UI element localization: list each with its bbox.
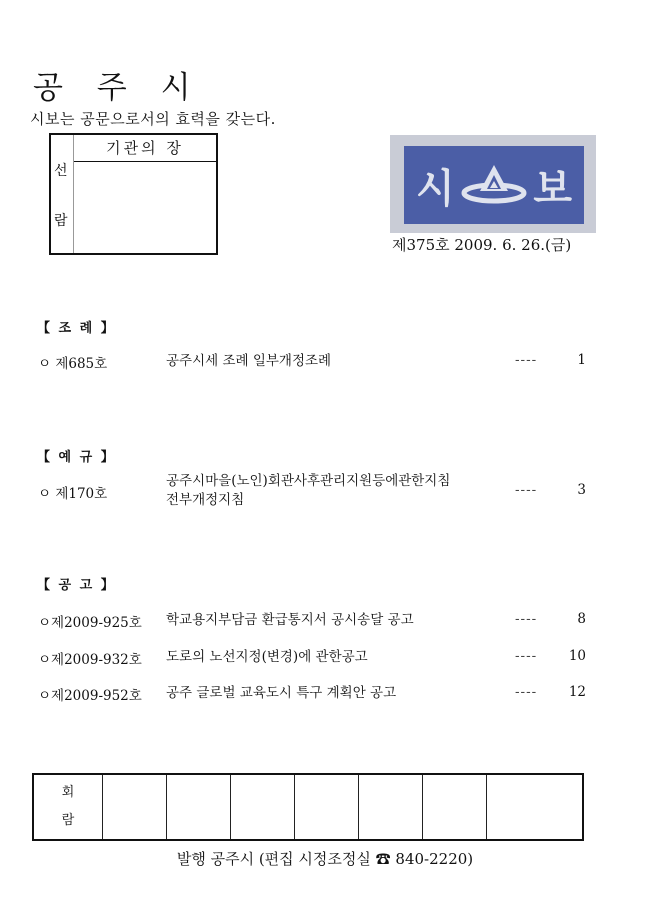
- section-heading-ordinance: 【 조 례 】: [37, 321, 116, 336]
- signature-cell: [231, 774, 295, 840]
- triangle-emblem-icon: [461, 161, 527, 209]
- leader-dots: ----: [515, 352, 538, 368]
- page-number: 10: [568, 648, 586, 664]
- item-title-line2: 전부개정지침: [166, 492, 245, 508]
- item-title: 공주시마을(노인)회관사후관리지원등에관한지침: [166, 473, 451, 489]
- signature-cell: [487, 774, 583, 840]
- page-number: 1: [577, 352, 586, 368]
- page-number: 12: [568, 684, 586, 700]
- page-number: 8: [577, 611, 586, 627]
- signature-cell: [103, 774, 167, 840]
- item-number: ㅇ제2009-932호: [38, 652, 142, 668]
- page-number: 3: [577, 482, 586, 498]
- logo-text-left: 시: [416, 165, 455, 212]
- signature-cell: [359, 774, 423, 840]
- logo-text-right: 보: [533, 165, 572, 212]
- subtitle: 시보는 공문으로서의 효력을 갖는다.: [30, 110, 276, 128]
- seonram-label: 선: [54, 163, 68, 179]
- signature-cell: [295, 774, 359, 840]
- item-number: ㅇ 제685호: [38, 356, 108, 372]
- sibo-logo: [390, 135, 596, 233]
- item-title: 학교용지부담금 환급통지서 공시송달 공고: [166, 612, 414, 628]
- item-number: ㅇ제2009-925호: [38, 615, 142, 631]
- section-heading-notice: 【 공 고 】: [37, 578, 116, 593]
- circulation-table: [32, 773, 584, 841]
- item-title: 공주 글로벌 교육도시 특구 계획안 공고: [166, 685, 397, 701]
- item-title: 도로의 노선지정(변경)에 관한공고: [166, 649, 368, 665]
- seonram-label: 람: [54, 213, 68, 229]
- item-title: 공주시세 조례 일부개정조례: [166, 353, 332, 369]
- leader-dots: ----: [515, 611, 538, 627]
- item-number: ㅇ 제170호: [38, 486, 108, 502]
- logo-banner: [404, 146, 584, 224]
- circulation-label: [33, 774, 103, 840]
- divider: [74, 161, 216, 162]
- page-title: 공 주 시: [33, 70, 203, 106]
- toc-item[interactable]: [38, 472, 598, 512]
- signature-cell: [167, 774, 231, 840]
- leader-dots: ----: [515, 648, 538, 664]
- item-number: ㅇ제2009-952호: [38, 688, 142, 704]
- leader-dots: ----: [515, 684, 538, 700]
- section-heading-regulation: 【 예 규 】: [37, 450, 116, 465]
- leader-dots: ----: [515, 482, 538, 498]
- issue-number-date: 제375호 2009. 6. 26.(금): [392, 236, 572, 254]
- publisher-footer: 발행 공주시 (편집 시정조정실 ☎ 840-2220): [176, 850, 474, 868]
- seonram-box: [49, 133, 218, 255]
- circulation-label-2: 람: [61, 813, 75, 828]
- signature-cell: [423, 774, 487, 840]
- circulation-label-1: 회: [61, 785, 75, 800]
- seonram-header: 기관의 장: [106, 139, 184, 157]
